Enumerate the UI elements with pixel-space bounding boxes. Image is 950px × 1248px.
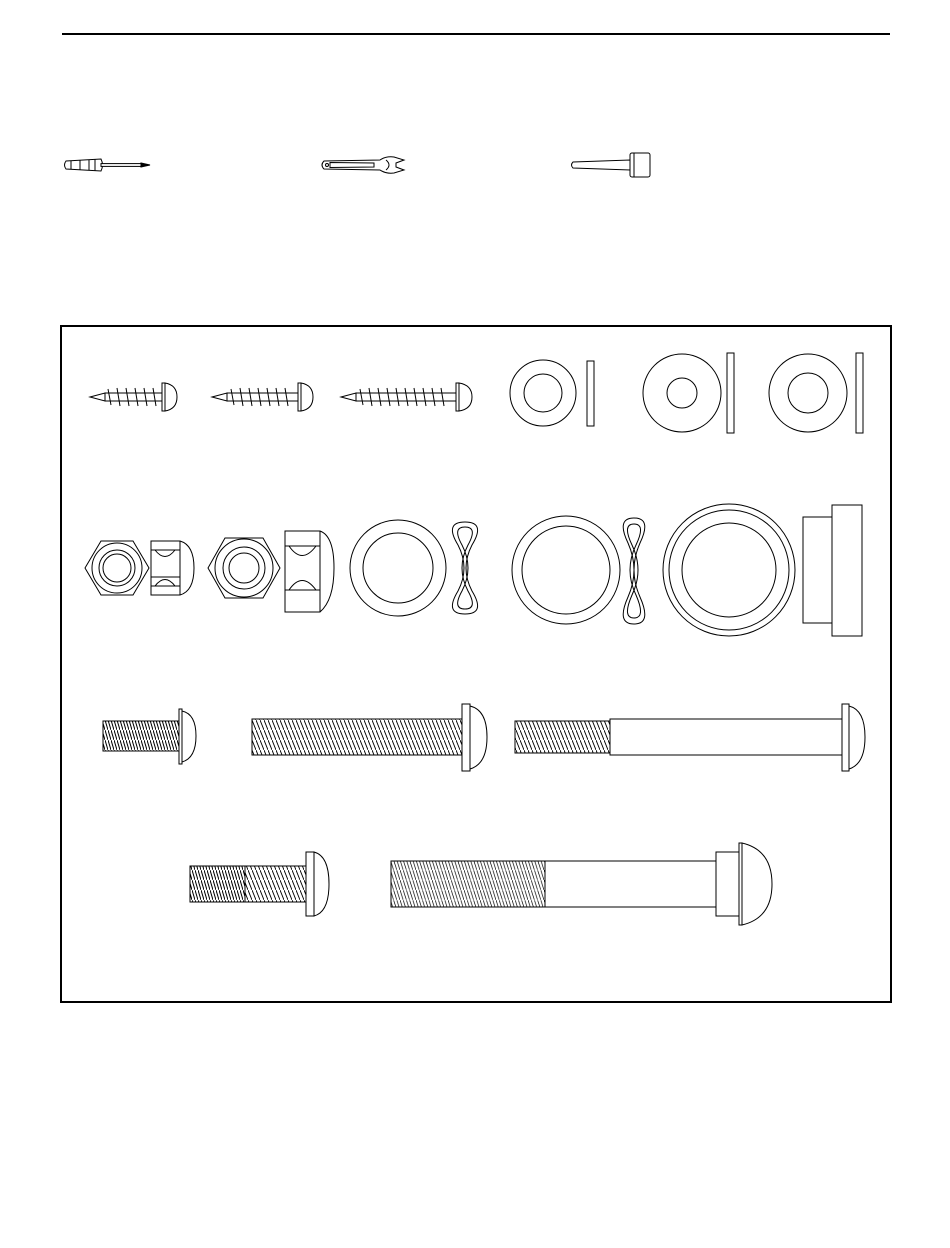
screw-long — [341, 383, 472, 411]
washer-small — [510, 360, 594, 426]
nylon-lock-nut-large — [208, 531, 334, 612]
button-bolt-medium — [252, 704, 487, 771]
washer-medium — [769, 353, 863, 433]
phillips-screwdriver-icon — [65, 159, 151, 171]
screw-medium — [212, 383, 313, 411]
carriage-bolt — [391, 843, 772, 925]
button-bolt-long — [515, 704, 865, 771]
button-bolt-thick — [190, 852, 329, 916]
wave-washer-small — [350, 520, 478, 616]
rubber-mallet-icon — [572, 153, 651, 177]
button-bolt-short — [103, 709, 196, 764]
bushing — [663, 504, 862, 636]
washer-large — [643, 353, 734, 433]
adjustable-wrench-icon — [322, 157, 404, 173]
screw-short — [90, 383, 177, 411]
wave-washer-large — [512, 516, 645, 624]
nylon-lock-nut-small — [85, 541, 194, 595]
